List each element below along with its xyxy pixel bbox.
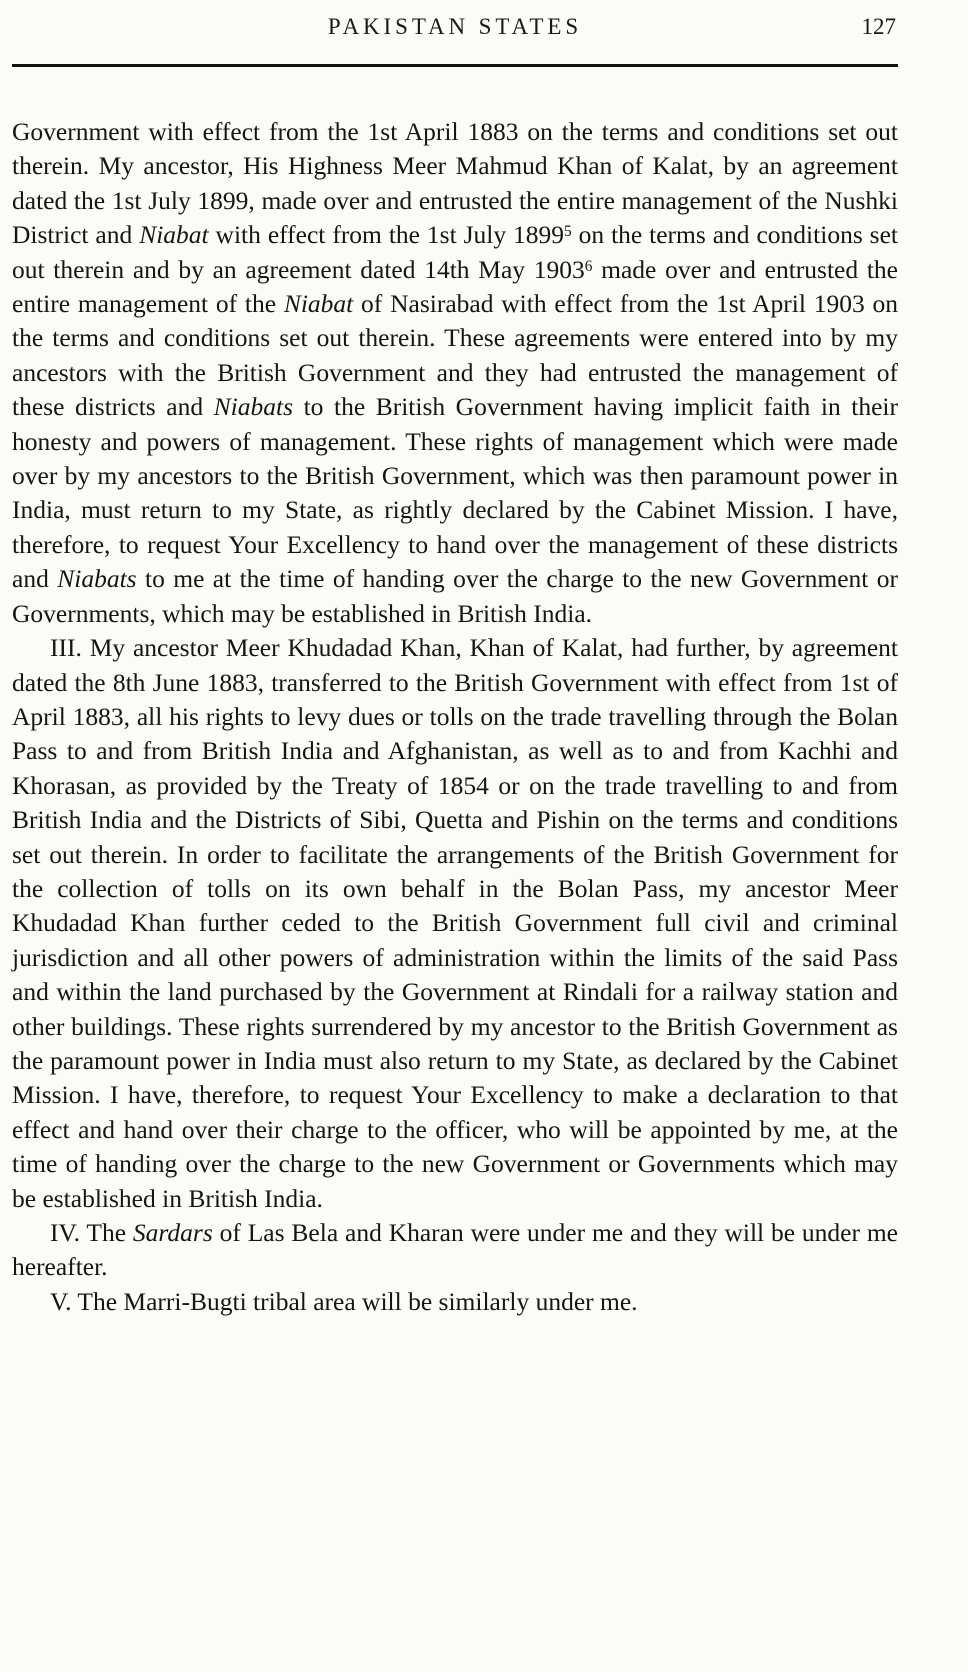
italic-text: Niabat (139, 220, 209, 250)
text-run: with effect from the 1st July 1899 (208, 220, 565, 250)
book-page (12, 0, 898, 1319)
footnote-reference: 5 (564, 223, 572, 241)
italic-text: Niabats (213, 392, 294, 422)
footnote-reference: 6 (584, 257, 593, 275)
page-body (12, 115, 898, 1319)
paragraph (12, 115, 898, 631)
text-run: IV. The (50, 1218, 133, 1247)
text-run: to me at the time of handing over the charge to the new Government or Governments, which may be established in British India. (12, 564, 898, 628)
italic-text: Niabat (283, 289, 354, 319)
text-run: V. The Marri-Bugti tribal area will be similarly under me. (50, 1286, 638, 1316)
italic-text: Sardars (132, 1218, 213, 1247)
text-run: of Las Bela and Kharan were under me and they will be under me hereafter. (12, 1218, 898, 1282)
text-run: to the British Government having implicit faith in their honesty and powers of management. These rights of management which were made over by my ancestors to the British Government, which was then paramount power in India, must return to my State, as rightly declared by the Cabinet Mission. I have, therefore, to request Your Excellency to hand over the management of these districts and (12, 392, 898, 594)
page-number: 127 (861, 14, 896, 39)
text-run: Government with effect from the 1st April 1883 on the terms and conditions set out therein. My ancestor, His Highness Meer Mahmud Khan of Kalat, by an agreement dated the 1st July 1899, made over and entrusted the entire management of the Nushki District and (12, 117, 898, 250)
header-rule (12, 64, 898, 67)
italic-text: Niabats (57, 564, 137, 594)
text-run: made over and entrusted the entire management of the (12, 254, 898, 319)
paragraph (12, 1216, 898, 1285)
paragraph (12, 631, 898, 1216)
paragraph (12, 1285, 898, 1319)
running-head (12, 12, 898, 52)
page-title: PAKISTAN STATES (327, 14, 583, 39)
text-run: on the terms and conditions set out therein and by an agreement dated 14th May 1903 (12, 220, 898, 284)
text-run: of Nasirabad with effect from the 1st April 1903 on the terms and conditions set out therein. These agreements were entered into by my ancestors with the British Government and they had entrusted the management of these districts and (12, 289, 898, 422)
text-run: III. My ancestor Meer Khudadad Khan, Khan of Kalat, had further, by agreement dated the 8th June 1883, transferred to the British Government with effect from 1st of April 1883, all his rights to levy dues or tolls on the trade travelling through the Bolan Pass to and from British India and Afghanistan, as well as to and from Kachhi and Khorasan, as provided by the Treaty of 1854 or on the trade travelling to and from British India and the Districts of Sibi, Quetta and Pishin on the terms and conditions set out therein. In order to facilitate the arrangements of the British Government for the collection of tolls on its own behalf in the Bolan Pass, my ancestor Meer Khudadad Khan further ceded to the British Government full civil and criminal jurisdiction and all other powers of administration within the limits of the said Pass and within the land purchased by the Government at Rindali for a railway station and other buildings. These rights surrendered by my ancestor to the British Government as the paramount power in India must also return to my State, as declared by the Cabinet Mission. I have, therefore, to request Your Excellency to make a declaration to that effect and hand over their charge to the officer, who will be appointed by me, at the time of handing over the charge to the new Government or Governments which may be established in British India. (12, 633, 898, 1213)
